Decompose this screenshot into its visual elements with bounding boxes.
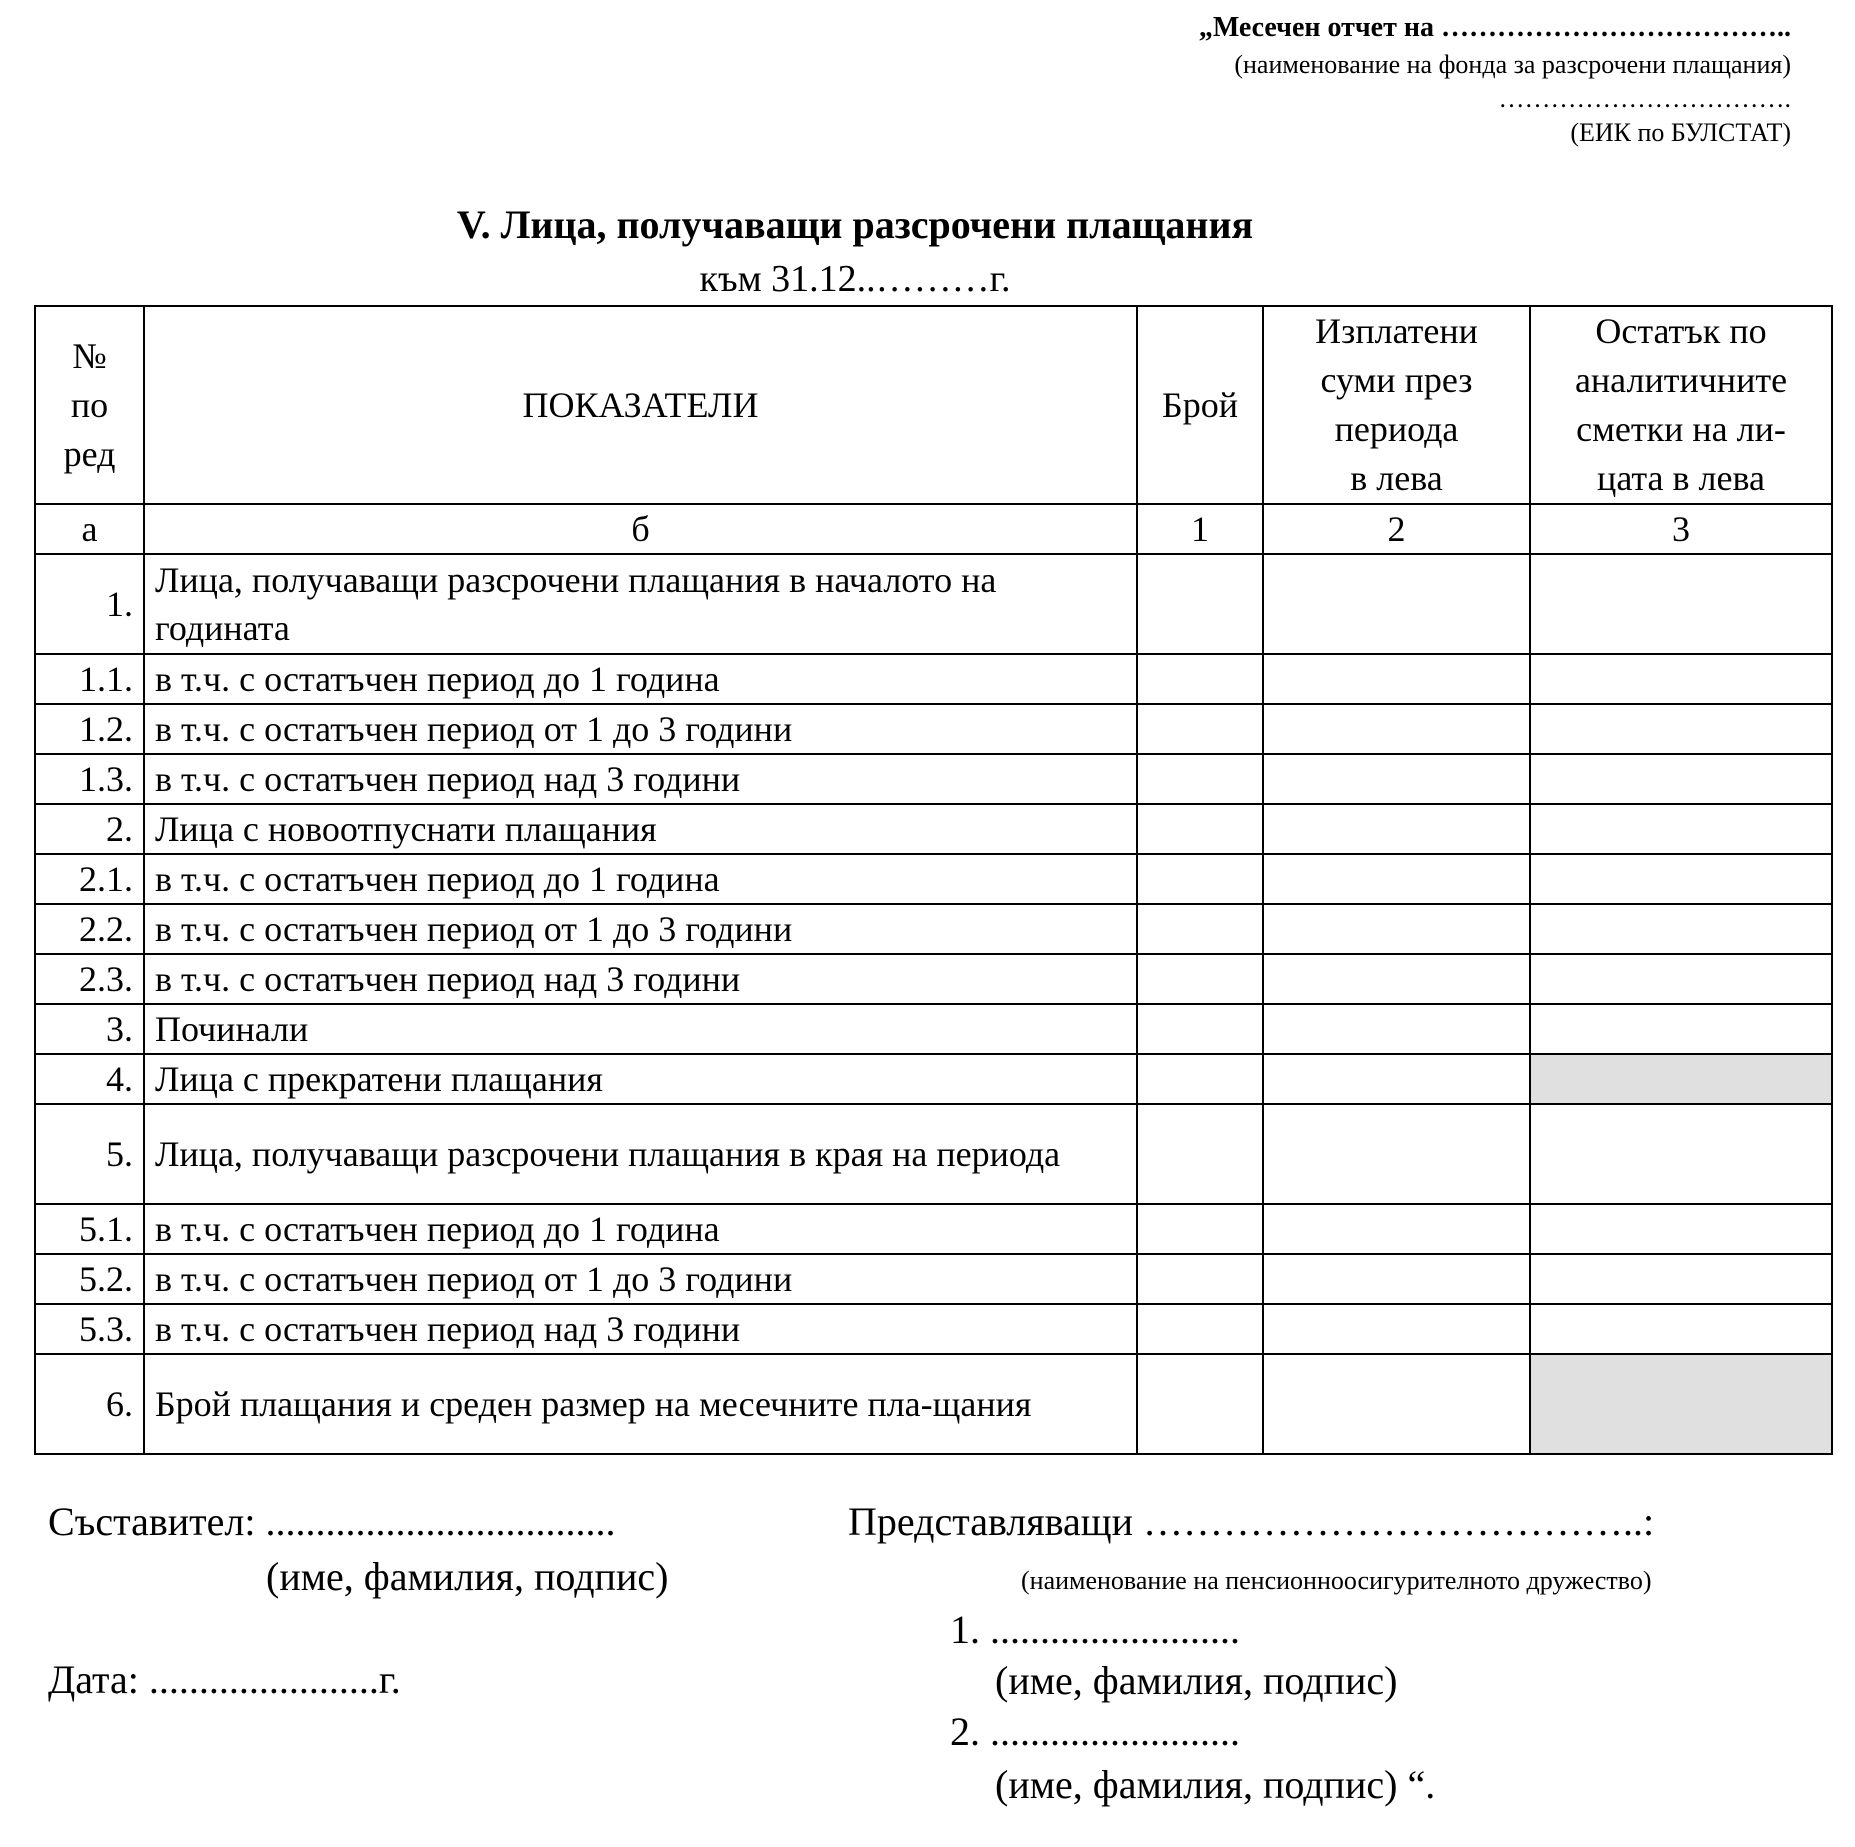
cell-count[interactable]	[1137, 754, 1263, 804]
cell-paid[interactable]	[1263, 1254, 1530, 1304]
cell-paid[interactable]	[1263, 1004, 1530, 1054]
row-label: Лица с новоотпуснати плащания	[144, 804, 1137, 854]
column-number-row	[35, 504, 1832, 554]
header-no	[35, 306, 144, 504]
table-row	[35, 804, 1832, 854]
cell-paid[interactable]	[1263, 904, 1530, 954]
cell-paid[interactable]	[1263, 654, 1530, 704]
cell-count[interactable]	[1137, 1304, 1263, 1354]
header-row	[35, 306, 1832, 504]
table-row	[35, 754, 1832, 804]
header-balance-line: Остатък по	[1595, 311, 1767, 351]
cell-paid[interactable]	[1263, 754, 1530, 804]
cell-paid[interactable]	[1263, 554, 1530, 654]
cell-balance[interactable]	[1530, 1254, 1832, 1304]
cell-paid[interactable]	[1263, 1104, 1530, 1204]
table-row	[35, 1204, 1832, 1254]
table-row	[35, 654, 1832, 704]
row-number: 2.1.	[35, 854, 144, 904]
report-table	[34, 305, 1833, 1455]
cell-balance[interactable]	[1530, 1204, 1832, 1254]
row-label: в т.ч. с остатъчен период над 3 години	[144, 954, 1137, 1004]
column-number: 3	[1530, 504, 1832, 554]
row-number: 2.3.	[35, 954, 144, 1004]
cell-balance[interactable]	[1530, 1104, 1832, 1204]
date-line: Дата: .......................г.	[48, 1657, 401, 1702]
eik-dots: …………………………….	[1498, 84, 1791, 113]
header-paid-line: в лева	[1350, 458, 1443, 498]
header-balance-line: сметки на ли-	[1576, 409, 1786, 449]
representative-1-caption: (име, фамилия, подпис)	[995, 1658, 1398, 1703]
row-label: в т.ч. с остатъчен период от 1 до 3 години	[144, 704, 1137, 754]
table-row	[35, 1004, 1832, 1054]
table-row	[35, 1304, 1832, 1354]
cell-count[interactable]	[1137, 1354, 1263, 1454]
row-label: Починали	[144, 1004, 1137, 1054]
cell-paid[interactable]	[1263, 1354, 1530, 1454]
section-title: V. Лица, получаващи разсрочени плащания	[456, 202, 1254, 247]
header-balance-line: аналитичните	[1574, 360, 1788, 400]
cell-balance[interactable]	[1530, 1304, 1832, 1354]
cell-balance[interactable]	[1530, 954, 1832, 1004]
row-label: Лица, получаващи разсрочени плащания в края на периода	[144, 1104, 1137, 1204]
representative-2-line: 2. .........................	[950, 1709, 1240, 1754]
column-number: а	[35, 504, 144, 554]
table-row	[35, 554, 1832, 654]
row-number: 2.2.	[35, 904, 144, 954]
row-number: 5.	[35, 1104, 144, 1204]
row-number: 5.1.	[35, 1204, 144, 1254]
representative-2-caption: (име, фамилия, подпис) “.	[995, 1762, 1436, 1807]
company-caption: (наименование на пенсионноосигурителното дружество)	[1021, 1566, 1652, 1595]
header-count: Брой	[1137, 306, 1263, 504]
cell-count[interactable]	[1137, 554, 1263, 654]
row-label: в т.ч. с остатъчен период от 1 до 3 години	[144, 904, 1137, 954]
cell-balance[interactable]	[1530, 904, 1832, 954]
row-number: 2.	[35, 804, 144, 854]
cell-paid[interactable]	[1263, 1304, 1530, 1354]
header-paid	[1263, 306, 1530, 504]
header-indicators: ПОКАЗАТЕЛИ	[144, 306, 1137, 504]
row-label: в т.ч. с остатъчен период до 1 година	[144, 1204, 1137, 1254]
row-number: 1.	[35, 554, 144, 654]
header-paid-line: периода	[1334, 409, 1459, 449]
cell-count[interactable]	[1137, 1204, 1263, 1254]
header-balance-line: цата в лева	[1597, 458, 1765, 498]
header-no-line: по	[70, 384, 109, 425]
header-paid-line: Изплатени	[1315, 311, 1478, 351]
cell-paid[interactable]	[1263, 804, 1530, 854]
report-title-line: „Месечен отчет на ………………………………..	[1198, 12, 1791, 43]
cell-balance-disabled	[1530, 1354, 1832, 1454]
table-row	[35, 954, 1832, 1004]
cell-count[interactable]	[1137, 1054, 1263, 1104]
row-label: в т.ч. с остатъчен период над 3 години	[144, 1304, 1137, 1354]
row-label: Лица с прекратени плащания	[144, 1054, 1137, 1104]
row-label: в т.ч. с остатъчен период от 1 до 3 години	[144, 1254, 1137, 1304]
cell-count[interactable]	[1137, 904, 1263, 954]
row-label: в т.ч. с остатъчен период до 1 година	[144, 654, 1137, 704]
table-row	[35, 1054, 1832, 1104]
column-number: б	[144, 504, 1137, 554]
fund-caption: (наименование на фонда за разсрочени плащания)	[1234, 50, 1791, 79]
cell-paid[interactable]	[1263, 854, 1530, 904]
row-label: в т.ч. с остатъчен период над 3 години	[144, 754, 1137, 804]
header-no-line: №	[72, 335, 107, 376]
cell-count[interactable]	[1137, 654, 1263, 704]
cell-count[interactable]	[1137, 854, 1263, 904]
table-row	[35, 704, 1832, 754]
header-no-line: ред	[63, 433, 116, 474]
cell-paid[interactable]	[1263, 954, 1530, 1004]
row-number: 3.	[35, 1004, 144, 1054]
cell-count[interactable]	[1137, 1254, 1263, 1304]
cell-balance-disabled	[1530, 1054, 1832, 1104]
column-number: 1	[1137, 504, 1263, 554]
row-label: в т.ч. с остатъчен период до 1 година	[144, 854, 1137, 904]
table-row	[35, 1254, 1832, 1304]
cell-count[interactable]	[1137, 804, 1263, 854]
cell-paid[interactable]	[1263, 1054, 1530, 1104]
table-row	[35, 1354, 1832, 1454]
eik-caption: (ЕИК по БУЛСТАТ)	[1570, 118, 1791, 147]
row-number: 5.2.	[35, 1254, 144, 1304]
compiler-caption: (име, фамилия, подпис)	[266, 1554, 669, 1599]
table-row	[35, 1104, 1832, 1204]
row-number: 5.3.	[35, 1304, 144, 1354]
section-date: към 31.12..………г.	[699, 258, 1011, 300]
row-number: 1.1.	[35, 654, 144, 704]
cell-balance[interactable]	[1530, 654, 1832, 704]
cell-count[interactable]	[1137, 704, 1263, 754]
cell-balance[interactable]	[1530, 1004, 1832, 1054]
row-number: 1.2.	[35, 704, 144, 754]
representatives-line: Представляващи ………………………………..:	[848, 1499, 1655, 1544]
cell-count[interactable]	[1137, 1104, 1263, 1204]
header-paid-line: суми през	[1320, 360, 1473, 400]
compiler-line: Съставител: ...................................	[48, 1499, 616, 1544]
cell-count[interactable]	[1137, 954, 1263, 1004]
cell-balance[interactable]	[1530, 804, 1832, 854]
cell-balance[interactable]	[1530, 754, 1832, 804]
row-label: Брой плащания и среден размер на месечните пла-щания	[144, 1354, 1137, 1454]
row-label: Лица, получаващи разсрочени плащания в началото на годината	[144, 554, 1137, 654]
table-row	[35, 904, 1832, 954]
row-number: 4.	[35, 1054, 144, 1104]
cell-count[interactable]	[1137, 1004, 1263, 1054]
row-number: 6.	[35, 1354, 144, 1454]
cell-paid[interactable]	[1263, 704, 1530, 754]
cell-paid[interactable]	[1263, 1204, 1530, 1254]
cell-balance[interactable]	[1530, 704, 1832, 754]
representative-1-line: 1. .........................	[950, 1607, 1240, 1652]
table-row	[35, 854, 1832, 904]
cell-balance[interactable]	[1530, 554, 1832, 654]
report-header	[1199, 8, 1791, 150]
column-number: 2	[1263, 504, 1530, 554]
row-number: 1.3.	[35, 754, 144, 804]
header-balance	[1530, 306, 1832, 504]
cell-balance[interactable]	[1530, 854, 1832, 904]
